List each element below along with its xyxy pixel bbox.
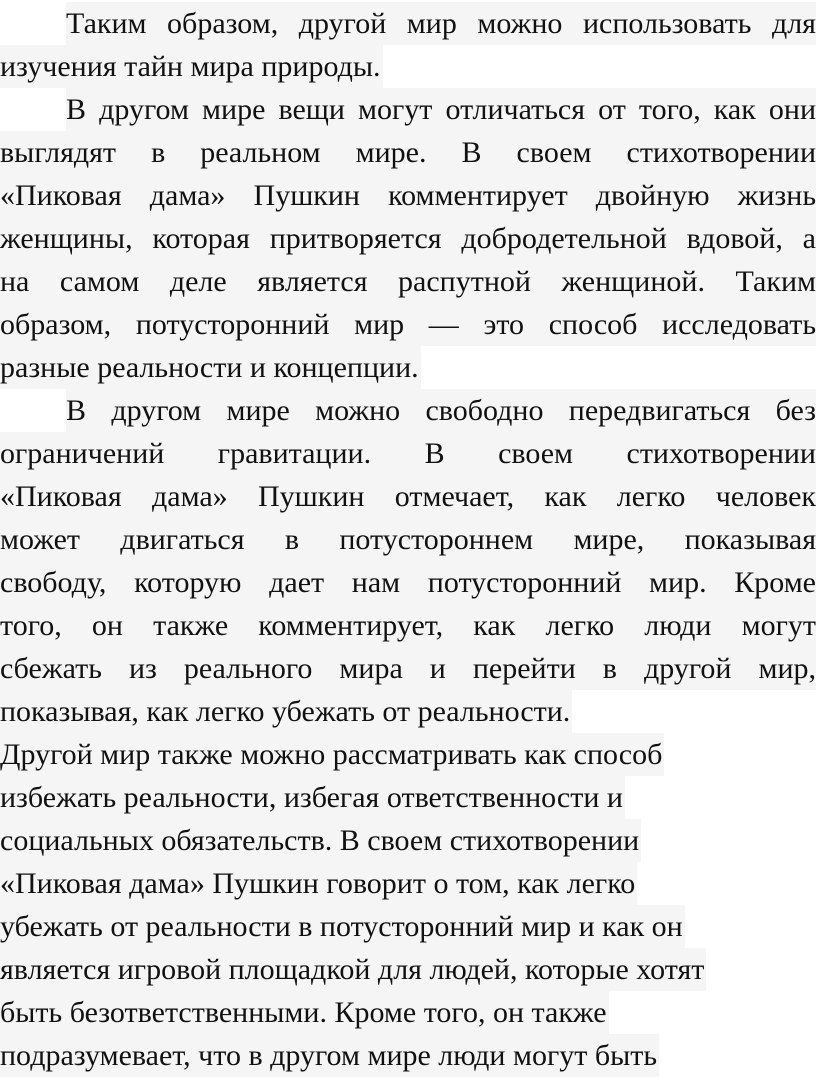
- text-line: [0, 905, 685, 948]
- text-line-content: социальных обязательств. В своем стихотворении: [0, 819, 641, 862]
- text-line: [0, 432, 816, 475]
- text-line: [0, 862, 637, 905]
- text-line-content: образом, потусторонний мир — это способ исследовать: [0, 303, 816, 346]
- text-line-content: Другой мир также можно рассматривать как способ: [0, 733, 664, 776]
- text-line-content: выглядят в реальном мире. В своем стихотворении: [0, 131, 816, 174]
- text-line-content: «Пиковая дама» Пушкин говорит о том, как легко: [0, 862, 637, 905]
- text-line: [0, 174, 816, 217]
- text-line: [66, 389, 816, 432]
- text-line-content: сбежать из реального мира и перейти в другой мир,: [0, 647, 816, 690]
- text-line: [0, 260, 816, 303]
- text-line-content: В другом мире вещи могут отличаться от того, как они: [66, 88, 816, 131]
- text-line-content: убежать от реальности в потусторонний мир и как он: [0, 905, 685, 948]
- text-line: [0, 604, 816, 647]
- text-line-content: свободу, которую дает нам потусторонний мир. Кроме: [0, 561, 816, 604]
- text-line-content: подразумевает, что в другом мире люди могут быть: [0, 1034, 659, 1077]
- text-line: [0, 45, 383, 88]
- text-line: [0, 561, 816, 604]
- text-line: [0, 1034, 659, 1077]
- text-line-content: женщины, которая притворяется добродетельной вдовой, а: [0, 217, 816, 260]
- text-line-content: изучения тайн мира природы.: [0, 45, 383, 88]
- text-line-content: того, он также комментирует, как легко люди могут: [0, 604, 816, 647]
- text-line: [0, 217, 816, 260]
- text-line-content: ограничений гравитации. В своем стихотворении: [0, 432, 816, 475]
- text-line-content: является игровой площадкой для людей, которые хотят: [0, 948, 706, 991]
- text-line: [0, 690, 572, 733]
- text-line-content: В другом мире можно свободно передвигаться без: [66, 389, 816, 432]
- text-line: [0, 733, 664, 776]
- text-line: [66, 88, 816, 131]
- text-line-content: показывая, как легко убежать от реальности.: [0, 690, 572, 733]
- text-line: [0, 776, 625, 819]
- text-line: [0, 647, 816, 690]
- text-line-content: избежать реальности, избегая ответственности и: [0, 776, 625, 819]
- text-line: [0, 819, 641, 862]
- text-line: [0, 303, 816, 346]
- text-line-content: на самом деле является распутной женщиной. Таким: [0, 260, 816, 303]
- text-line: [0, 948, 706, 991]
- text-line: [0, 346, 421, 389]
- text-line-content: быть безответственными. Кроме того, он также: [0, 991, 609, 1034]
- text-line-content: «Пиковая дама» Пушкин комментирует двойную жизнь: [0, 174, 816, 217]
- text-line: [66, 2, 816, 45]
- text-line: [0, 518, 816, 561]
- text-line-content: Таким образом, другой мир можно использовать для: [66, 2, 816, 45]
- text-line: [0, 475, 816, 518]
- text-line-content: «Пиковая дама» Пушкин отмечает, как легко человек: [0, 475, 816, 518]
- text-line: [0, 991, 609, 1034]
- text-line: [0, 131, 816, 174]
- text-line-content: разные реальности и концепции.: [0, 346, 421, 389]
- text-line-content: может двигаться в потустороннем мире, показывая: [0, 518, 816, 561]
